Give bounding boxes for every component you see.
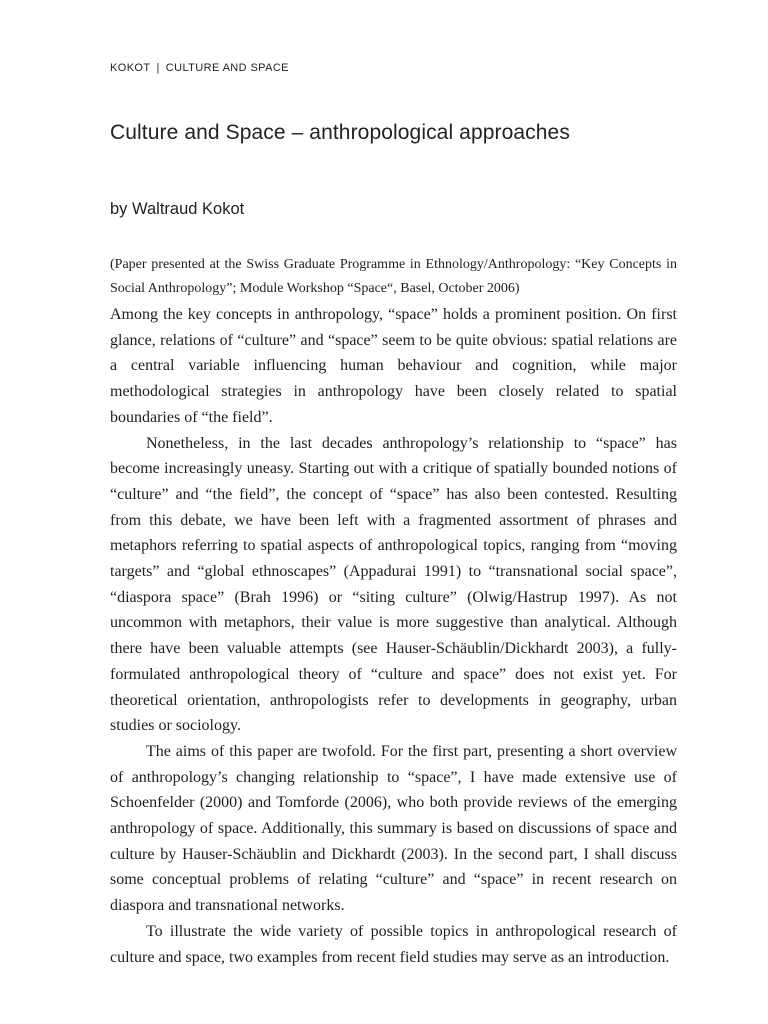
presentation-note: (Paper presented at the Swiss Graduate Programme in Ethnology/Anthropology: “Key Concepts in Social Anthropology”; Module Workshop “Space“, Basel, October 2006) — [110, 257, 677, 296]
author-line: by Waltraud Kokot — [110, 200, 245, 218]
running-head — [110, 62, 289, 74]
body-text — [110, 302, 677, 970]
running-head-separator: | — [156, 62, 160, 74]
running-head-author: KOKOT — [110, 62, 151, 74]
paragraph: Among the key concepts in anthropology, “space” holds a prominent position. On first glance, relations of “culture” and “space” seem to be quite obvious: spatial relations are a central variable influencing human behaviour and cognition, while major methodological strategies in anthropology have been closely related to spatial boundaries of “the field”. — [110, 306, 677, 426]
paragraph: The aims of this paper are twofold. For the first part, presenting a short overview of anthropology’s changing relationship to “space”, I have made extensive use of Schoenfelder (2000) and Tomforde (2006), who both provide reviews of the emerging anthropology of space. Additionally, this summary is based on discussions of space and culture by Hauser-Schäublin and Dickhardt (2003). In the second part, I shall discuss some conceptual problems of relating “culture” and “space” in recent research on diaspora and transnational networks. — [110, 742, 677, 915]
paper-title: Culture and Space – anthropological approaches — [110, 121, 570, 144]
paragraph: To illustrate the wide variety of possible topics in anthropological research of culture and space, two examples from recent field studies may serve as an introduction. — [110, 922, 677, 966]
running-head-section: CULTURE AND SPACE — [165, 62, 289, 74]
paragraph: Nonetheless, in the last decades anthropology’s relationship to “space” has become increasingly uneasy. Starting out with a critique of spatially bounded notions of “culture” and “the field”, the concept of “space” has also been contested. Resulting from this debate, we have been left with a fragmented assortment of phrases and metaphors referring to spatial aspects of anthropological topics, ranging from “moving targets” and “global ethnoscapes” (Appadurai 1991) to “transnational social space”, “diaspora space” (Brah 1996) or “siting culture” (Olwig/​Hastrup 1997). As not uncommon with metaphors, their value is more suggestive than analytical. Although there have been valuable attempts (see Hauser-Schäublin/Dickhardt 2003), a fully-formulated anthropological theory of “culture and space” does not exist yet. For theoretical orientation, anthropologists refer to developments in geography, urban studies or sociology. — [110, 434, 677, 735]
